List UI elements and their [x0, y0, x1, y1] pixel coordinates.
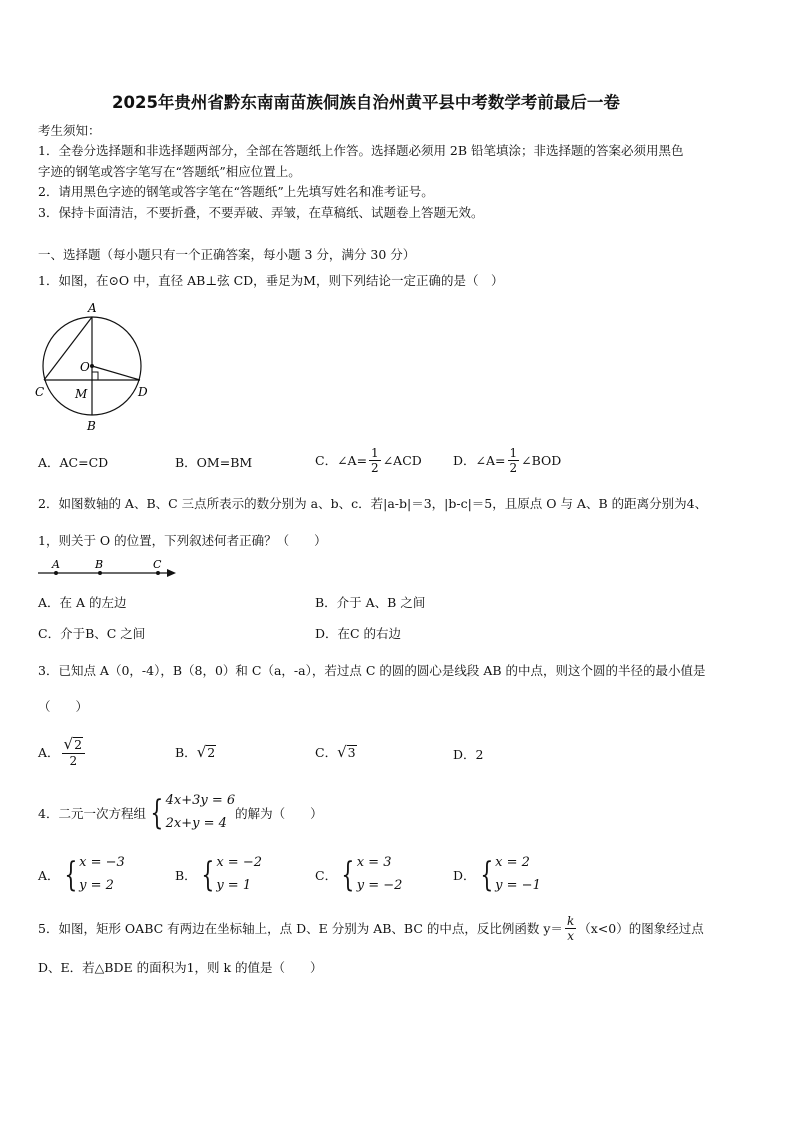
q1-option-d[interactable] — [453, 440, 561, 480]
q1-option-c[interactable] — [315, 440, 422, 480]
question-3-stem-line-1: 3．已知点 A（0，-4），B（8，0）和 C（a，-a），若过点 C 的圆的圆心是线段 AB 的中点，则这个圆的半径的最小值是 — [38, 663, 706, 678]
number-line-label-a: A — [52, 558, 60, 571]
q1-option-c-prefix: C．∠A= — [315, 453, 368, 468]
q1-option-c-suffix: ∠ACD — [382, 452, 422, 468]
q4-option-a-label: A． — [38, 868, 60, 883]
notice-item-2: 2．请用黑色字迹的钢笔或答字笔在“答题纸”上先填写姓名和准考证号。 — [38, 184, 434, 199]
page-title: 2025年贵州省黔东南南苗族侗族自治州黄平县中考数学考前最后一卷 — [112, 93, 620, 112]
q3-option-b-label: B． — [175, 745, 197, 760]
notice-heading: 考生须知： — [38, 123, 101, 138]
q3-option-a-fraction: √ 2 2 — [62, 737, 86, 767]
q3-option-c[interactable] — [315, 740, 357, 764]
q1-option-c-fraction: $\frac{1}{2}$ — [371, 445, 379, 475]
figure-label-c: C — [35, 385, 45, 399]
number-line-label-c: C — [153, 558, 162, 571]
q3-option-b[interactable] — [175, 740, 216, 764]
q4-option-b-label: B． — [175, 868, 197, 883]
q1-option-a[interactable]: A．AC=CD — [38, 455, 109, 470]
circle-figure — [30, 300, 160, 435]
number-line-label-b: B — [95, 558, 104, 571]
question-2-stem-line-1: 2．如图数轴的 A、B、C 三点所表示的数分别为 a、b、c．若|a-b|＝3，|b-c|＝5，且原点 O 与 A、B 的距离分别为4、 — [38, 496, 708, 511]
question-4-stem-suffix: 的解为（ ） — [235, 806, 323, 821]
figure-label-b: B — [87, 419, 96, 433]
figure-label-o: O — [80, 360, 90, 374]
q2-option-a[interactable]: A．在 A 的左边 — [38, 595, 127, 610]
q4-option-a[interactable]: A． { x = −3 y = 2 — [38, 855, 125, 895]
q3-option-c-radical: √ 3 — [337, 743, 356, 761]
notice-item-3: 3．保持卡面清洁，不要折叠，不要弄破、弄皱，在草稿纸、试题卷上答题无效。 — [38, 205, 484, 220]
q3-option-a[interactable] — [38, 730, 87, 774]
q4-option-d[interactable]: D． { x = 2 y = −1 — [453, 855, 541, 895]
question-5-stem-line-2: D、E．若△BDE 的面积为1，则 k 的值是（ ） — [38, 960, 323, 975]
q1-option-d-prefix: D．∠A= — [453, 453, 506, 468]
q4-option-d-label: D． — [453, 868, 476, 883]
q5-fraction: $\frac{k}{x}$ — [566, 913, 575, 943]
question-2-stem-line-2: 1，则关于 O 的位置，下列叙述何者正确？（ ） — [38, 533, 327, 548]
q4-option-c-label: C． — [315, 868, 338, 883]
q3-option-a-label: A． — [38, 745, 60, 760]
q3-option-d[interactable]: D．2 — [453, 747, 484, 762]
question-1-stem: 1．如图，在⊙O 中，直径 AB⊥弦 CD，垂足为M，则下列结论一定正确的是（ ） — [38, 273, 504, 288]
q4-equation-system: { 4x+3y = 6 2x+y = 4 — [150, 793, 236, 833]
question-5-stem-part-2: （x<0）的图象经过点 — [578, 921, 704, 936]
q1-option-d-fraction: $\frac{1}{2}$ — [509, 445, 518, 475]
q1-option-b[interactable]: B．OM=BM — [175, 455, 253, 470]
figure-label-d: D — [138, 385, 148, 399]
q4-option-b[interactable]: B． { x = −2 y = 1 — [175, 855, 262, 895]
q4-option-c[interactable]: C． { x = 3 y = −2 — [315, 855, 403, 895]
question-3-stem-line-2: （ ） — [38, 699, 89, 714]
notice-item-1: 1．全卷分选择题和非选择题两部分，全部在答题纸上作答。选择题必须用 2B 铅笔填涂；非选择题的答案必须用黑色 — [38, 143, 684, 158]
q2-option-c[interactable]: C．介于B、C 之间 — [38, 626, 146, 641]
notice-item-1-cont: 字迹的钢笔或答字笔写在“答题纸”相应位置上。 — [38, 164, 301, 179]
question-4-stem-prefix: 4．二元一次方程组 — [38, 806, 146, 821]
figure-label-m: M — [75, 387, 88, 401]
figure-label-a: A — [88, 301, 97, 315]
q3-option-b-radical: √ 2 — [196, 743, 216, 761]
question-4-stem — [38, 790, 323, 836]
question-5-stem-part-1: 5．如图，矩形 OABC 有两边在坐标轴上，点 D、E 分别为 AB、BC 的中点，反比例函数 y＝ — [38, 921, 563, 936]
q2-option-b[interactable]: B．介于 A、B 之间 — [315, 595, 426, 610]
question-5-stem-line-1 — [38, 908, 704, 948]
q3-option-c-label: C． — [315, 745, 338, 760]
q2-option-d[interactable]: D．在C 的右边 — [315, 626, 402, 641]
q1-option-d-suffix: ∠BOD — [521, 452, 562, 468]
number-line-figure — [36, 557, 181, 579]
section-heading: 一、选择题（每小题只有一个正确答案，每小题 3 分，满分 30 分） — [38, 247, 416, 262]
